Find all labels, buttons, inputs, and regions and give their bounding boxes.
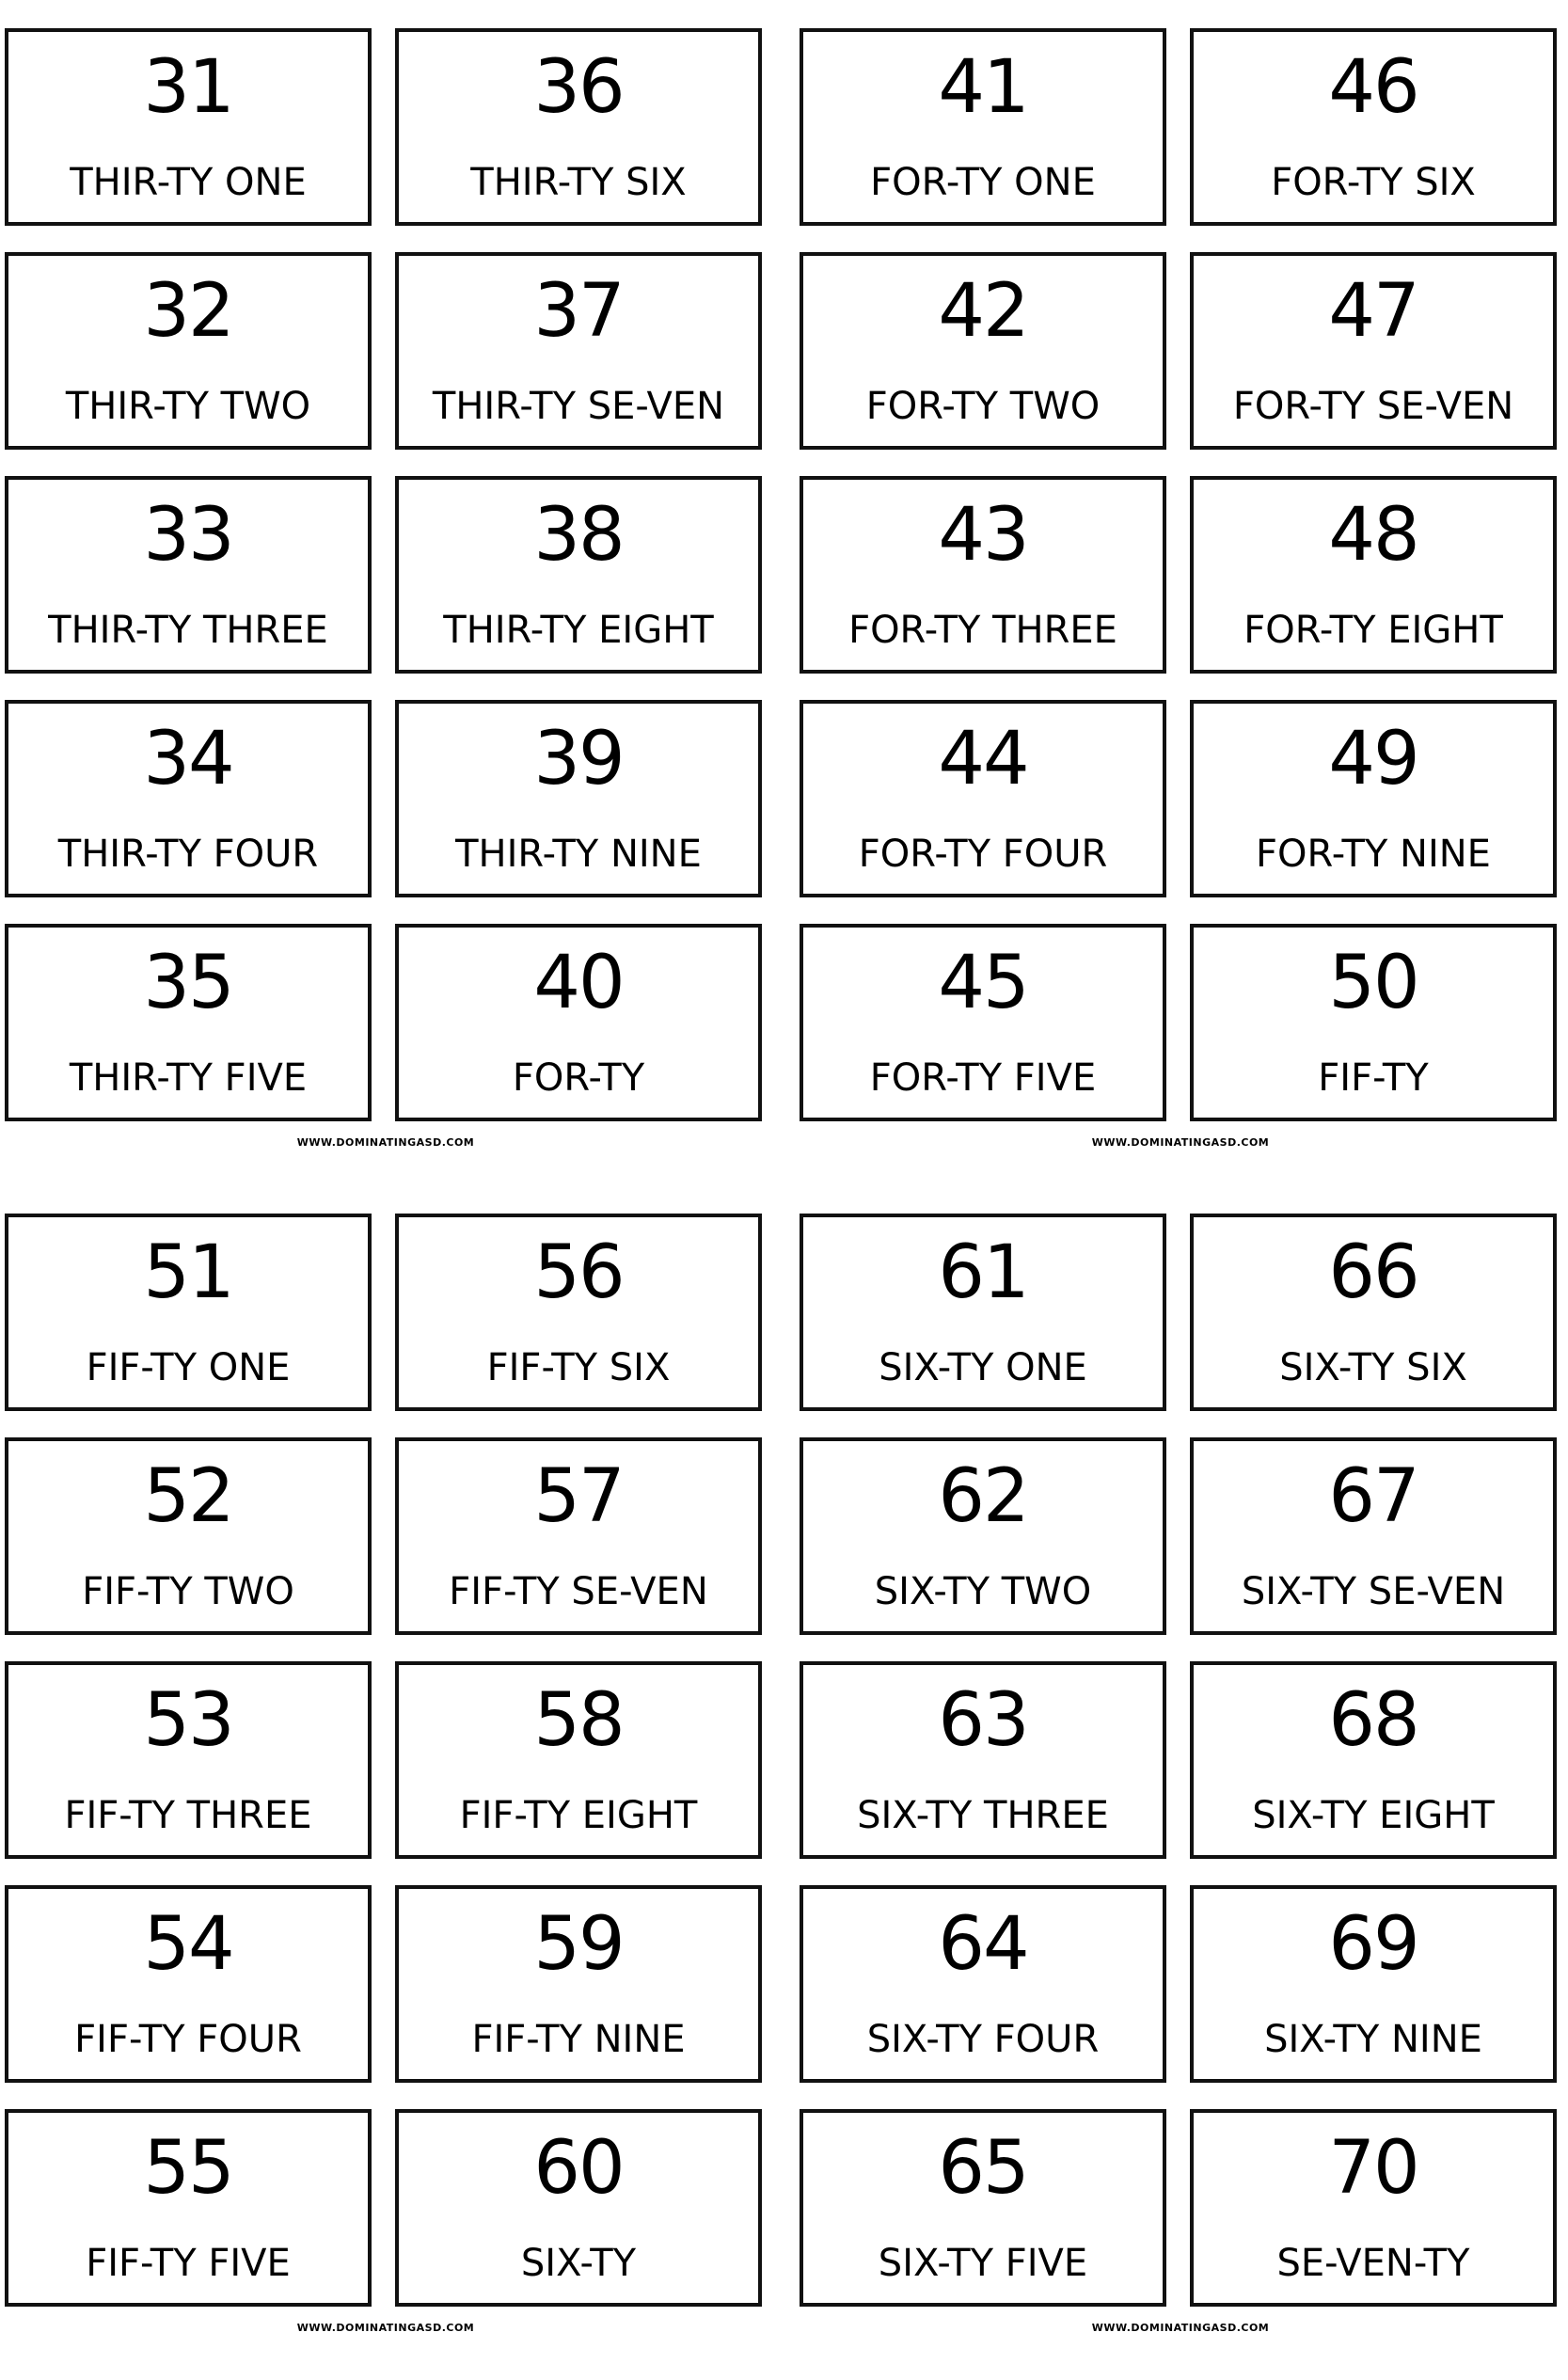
card-number: 49: [1328, 717, 1418, 801]
number-card: [800, 700, 1166, 897]
card-number: 66: [1328, 1230, 1418, 1315]
card-number: 53: [143, 1678, 233, 1763]
sheet-bottom: [0, 1214, 1568, 2380]
card-number: 43: [938, 493, 1028, 578]
card-word: THIR-TY SIX: [470, 161, 687, 204]
number-card: [395, 2109, 762, 2307]
card-word: THIR-TY THREE: [48, 609, 328, 652]
card-word: FOR-TY SE-VEN: [1232, 385, 1514, 428]
card-word: FIF-TY FIVE: [86, 2242, 291, 2285]
card-number: 50: [1328, 941, 1418, 1025]
card-number: 57: [533, 1454, 624, 1539]
number-card: [5, 476, 372, 674]
number-card: [1190, 1885, 1557, 2083]
card-number: 37: [533, 269, 624, 354]
number-card: [395, 700, 762, 897]
number-card: [1190, 1661, 1557, 1859]
website-footer: WWW.DOMINATINGASD.COM: [296, 2322, 475, 2334]
card-word: THIR-TY ONE: [70, 161, 307, 204]
card-number: 31: [143, 45, 233, 130]
card-word: FOR-TY NINE: [1256, 833, 1491, 876]
card-number: 65: [938, 2126, 1028, 2211]
card-word: FIF-TY SE-VEN: [449, 1570, 708, 1613]
number-card: [1190, 700, 1557, 897]
card-number: 70: [1328, 2126, 1418, 2211]
card-number: 54: [143, 1902, 233, 1987]
card-word: FOR-TY FIVE: [869, 1056, 1097, 1100]
number-card: [5, 252, 372, 450]
number-card: [5, 1437, 372, 1635]
card-word: SIX-TY ONE: [879, 1346, 1087, 1389]
number-card: [1190, 476, 1557, 674]
number-card: [800, 28, 1166, 226]
card-word: FOR-TY THREE: [848, 609, 1117, 652]
number-card: [800, 2109, 1166, 2307]
card-word: SE-VEN-TY: [1276, 2242, 1470, 2285]
number-card: [800, 1661, 1166, 1859]
card-number: 61: [938, 1230, 1028, 1315]
card-number: 63: [938, 1678, 1028, 1763]
card-number: 41: [938, 45, 1028, 130]
card-word: FIF-TY THREE: [64, 1794, 312, 1837]
card-word: THIR-TY SE-VEN: [432, 385, 725, 428]
card-word: SIX-TY FOUR: [866, 2018, 1100, 2061]
card-word: THIR-TY FOUR: [57, 833, 319, 876]
card-number: 46: [1328, 45, 1418, 130]
card-word: FIF-TY EIGHT: [459, 1794, 698, 1837]
number-card: [5, 924, 372, 1121]
card-panel-51-60: [5, 1214, 785, 2380]
number-card: [395, 28, 762, 226]
card-word: THIR-TY FIVE: [69, 1056, 308, 1100]
website-footer: WWW.DOMINATINGASD.COM: [1091, 2322, 1270, 2334]
card-number: 32: [143, 269, 233, 354]
card-number: 59: [533, 1902, 624, 1987]
number-card: [1190, 28, 1557, 226]
card-word: FOR-TY EIGHT: [1243, 609, 1503, 652]
number-card: [5, 1214, 372, 1411]
card-word: FOR-TY ONE: [870, 161, 1096, 204]
card-number: 38: [533, 493, 624, 578]
card-word: SIX-TY SE-VEN: [1241, 1570, 1506, 1613]
card-panel-41-50: [800, 28, 1568, 1195]
card-number: 64: [938, 1902, 1028, 1987]
card-word: FIF-TY: [1318, 1056, 1429, 1100]
card-word: SIX-TY: [520, 2242, 637, 2285]
card-number: 40: [533, 941, 624, 1025]
number-card: [1190, 252, 1557, 450]
number-card: [395, 1214, 762, 1411]
card-number: 34: [143, 717, 233, 801]
card-word: SIX-TY THREE: [857, 1794, 1109, 1837]
card-word: FIF-TY NINE: [471, 2018, 686, 2061]
card-number: 69: [1328, 1902, 1418, 1987]
card-panel-61-70: [800, 1214, 1568, 2380]
number-card: [1190, 1437, 1557, 1635]
number-card: [395, 476, 762, 674]
number-card: [5, 1885, 372, 2083]
card-number: 44: [938, 717, 1028, 801]
number-card: [1190, 2109, 1557, 2307]
card-word: THIR-TY EIGHT: [443, 609, 714, 652]
card-word: FIF-TY FOUR: [74, 2018, 302, 2061]
number-card: [800, 252, 1166, 450]
card-word: FOR-TY SIX: [1271, 161, 1476, 204]
card-number: 56: [533, 1230, 624, 1315]
number-card: [800, 1885, 1166, 2083]
card-word: THIR-TY NINE: [455, 833, 702, 876]
card-word: FOR-TY: [512, 1056, 645, 1100]
card-word: SIX-TY FIVE: [878, 2242, 1088, 2285]
number-card: [5, 2109, 372, 2307]
sheet-top: [0, 28, 1568, 1195]
card-word: SIX-TY EIGHT: [1252, 1794, 1495, 1837]
card-number: 45: [938, 941, 1028, 1025]
card-word: SIX-TY NINE: [1264, 2018, 1482, 2061]
card-number: 42: [938, 269, 1028, 354]
number-card: [800, 1437, 1166, 1635]
card-word: SIX-TY SIX: [1279, 1346, 1467, 1389]
card-number: 58: [533, 1678, 624, 1763]
card-number: 68: [1328, 1678, 1418, 1763]
card-number: 36: [533, 45, 624, 130]
website-footer: WWW.DOMINATINGASD.COM: [296, 1136, 475, 1149]
card-number: 52: [143, 1454, 233, 1539]
number-card: [395, 1437, 762, 1635]
number-card: [395, 1661, 762, 1859]
card-number: 39: [533, 717, 624, 801]
website-footer: WWW.DOMINATINGASD.COM: [1091, 1136, 1270, 1149]
card-number: 55: [143, 2126, 233, 2211]
card-number: 35: [143, 941, 233, 1025]
card-number: 62: [938, 1454, 1028, 1539]
card-word: FIF-TY TWO: [82, 1570, 294, 1613]
card-number: 47: [1328, 269, 1418, 354]
number-card: [1190, 1214, 1557, 1411]
card-word: FOR-TY TWO: [865, 385, 1101, 428]
card-number: 60: [533, 2126, 624, 2211]
card-panel-31-40: [5, 28, 785, 1195]
number-card: [5, 700, 372, 897]
card-word: FIF-TY ONE: [86, 1346, 291, 1389]
number-card: [395, 252, 762, 450]
number-card: [1190, 924, 1557, 1121]
number-card: [800, 1214, 1166, 1411]
card-word: FIF-TY SIX: [486, 1346, 671, 1389]
number-card: [800, 924, 1166, 1121]
card-number: 48: [1328, 493, 1418, 578]
number-card: [395, 1885, 762, 2083]
number-card: [5, 1661, 372, 1859]
card-word: THIR-TY TWO: [65, 385, 311, 428]
card-number: 33: [143, 493, 233, 578]
card-number: 67: [1328, 1454, 1418, 1539]
number-card: [5, 28, 372, 226]
number-card: [800, 476, 1166, 674]
card-word: SIX-TY TWO: [874, 1570, 1092, 1613]
card-word: FOR-TY FOUR: [858, 833, 1108, 876]
number-card: [395, 924, 762, 1121]
card-number: 51: [143, 1230, 233, 1315]
